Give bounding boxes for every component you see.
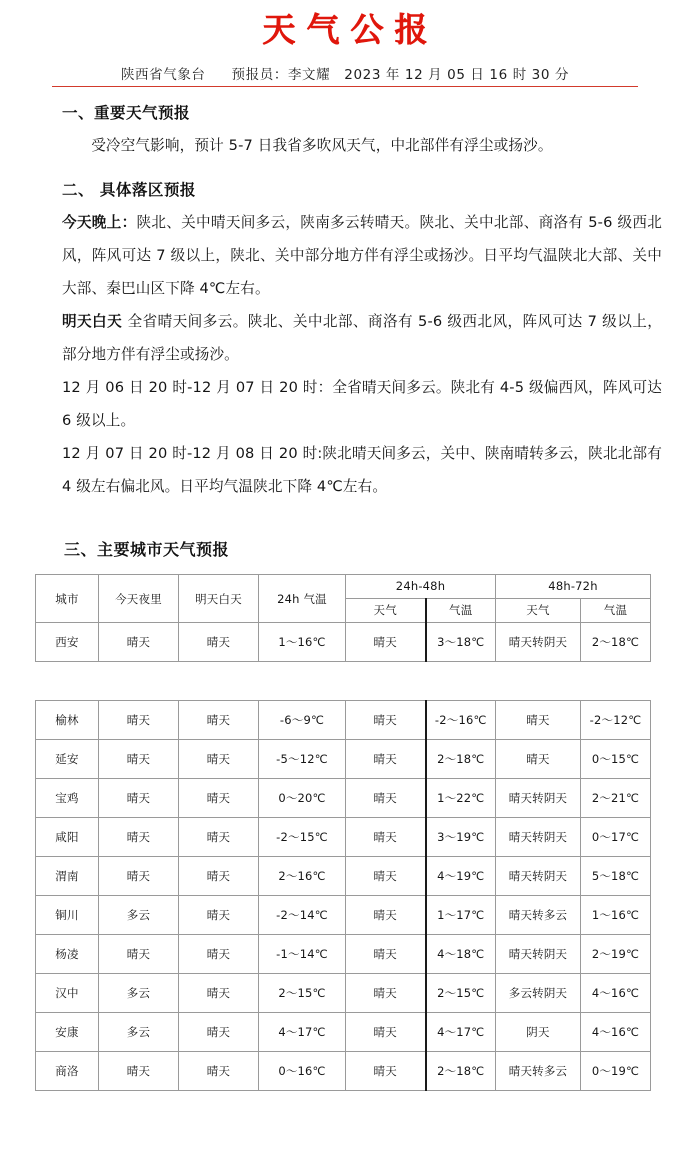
- cell-tomorrow-day: 晴天: [179, 818, 259, 857]
- cell-weather-48-72h: 晴天: [496, 701, 581, 740]
- cell-tomorrow-day: 晴天: [179, 740, 259, 779]
- cell-tonight: 晴天: [99, 857, 179, 896]
- cell-weather-24-48h: 晴天: [346, 857, 426, 896]
- forecast-body-tomorrow: 全省晴天间多云。陕北、关中北部、商洛有 5-6 级西北风，阵风可达 7 级以上，部分地方伴有浮尘或扬沙。: [62, 313, 662, 364]
- cell-weather-24-48h: 晴天: [346, 818, 426, 857]
- cell-tonight: 晴天: [99, 1052, 179, 1091]
- table-row: [36, 701, 651, 740]
- forecast-body-tonight: 陕北、关中晴天间多云，陕南多云转晴天。陕北、关中北部、商洛有 5-6 级西北风，阵风可达 7 级以上，陕北、关中部分地方伴有浮尘或扬沙。日平均气温陕北大部、关中大部、秦巴山区下降 4℃左右。: [62, 214, 662, 298]
- cell-city: 商洛: [36, 1052, 99, 1091]
- cell-city: 延安: [36, 740, 99, 779]
- cell-temp-24-48h: -2～16℃: [426, 701, 496, 740]
- cell-temp-24-48h: 1～17℃: [426, 896, 496, 935]
- section-1-paragraph-1: 受冷空气影响，预计 5-7 日我省多吹风天气，中北部伴有浮尘或扬沙。: [91, 137, 553, 155]
- cell-weather-48-72h: 晴天转阴天: [496, 935, 581, 974]
- byline-block: [52, 63, 638, 87]
- table-row: [36, 818, 651, 857]
- cell-temp-24-48h: 4～18℃: [426, 935, 496, 974]
- cell-temp-48-72h: 2～21℃: [581, 779, 651, 818]
- cell-tomorrow-day: 晴天: [179, 974, 259, 1013]
- cell-weather-24-48h: 晴天: [346, 779, 426, 818]
- cell-weather-24-48h: 晴天: [346, 740, 426, 779]
- cell-city: 咸阳: [36, 818, 99, 857]
- cell-weather-48-72h: 晴天转阴天: [496, 857, 581, 896]
- cell-temp-48-72h: 2～19℃: [581, 935, 651, 974]
- cell-tomorrow-day: 晴天: [179, 935, 259, 974]
- header-temp-48-72h: 气温: [581, 599, 651, 623]
- table-row: [36, 974, 651, 1013]
- cell-temp-24-48h: 2～18℃: [426, 740, 496, 779]
- cell-tomorrow-day: 晴天: [179, 1013, 259, 1052]
- forecaster-label: 预报员：: [231, 67, 288, 84]
- cell-tonight: 多云: [99, 974, 179, 1013]
- cell-temp-24-48h: 4～17℃: [426, 1013, 496, 1052]
- cell-weather-24-48h: 晴天: [346, 1013, 426, 1052]
- table-row: [36, 935, 651, 974]
- table-section-separator-cell: [36, 662, 651, 701]
- cell-temp-24h: -2～14℃: [259, 896, 346, 935]
- cell-weather-48-72h: 晴天转阴天: [496, 818, 581, 857]
- cell-tonight: 晴天: [99, 818, 179, 857]
- forecast-lead-tomorrow: 明天白天: [62, 313, 128, 331]
- table-row: [36, 779, 651, 818]
- cell-city: 渭南: [36, 857, 99, 896]
- table-body: [36, 623, 651, 1091]
- cell-tonight: 晴天: [99, 701, 179, 740]
- issue-timestamp: 2023 年 12 月 05 日 16 时 30 分: [344, 67, 570, 84]
- cell-tomorrow-day: 晴天: [179, 623, 259, 662]
- cell-tomorrow-day: 晴天: [179, 701, 259, 740]
- cell-temp-24h: -1～14℃: [259, 935, 346, 974]
- cell-temp-24h: -2～15℃: [259, 818, 346, 857]
- table-row: [36, 857, 651, 896]
- header-tomorrow-day: 明天白天: [179, 575, 259, 623]
- cell-city: 安康: [36, 1013, 99, 1052]
- forecast-paragraph-day4: [0, 437, 690, 503]
- cell-temp-48-72h: 2～18℃: [581, 623, 651, 662]
- cell-city: 西安: [36, 623, 99, 662]
- header-tonight: 今天夜里: [99, 575, 179, 623]
- cell-temp-24-48h: 3～18℃: [426, 623, 496, 662]
- forecast-body-day4: 12 月 07 日 20 时-12 月 08 日 20 时:陕北晴天间多云，关中、陕南晴转多云，陕北北部有 4 级左右偏北风。日平均气温陕北下降 4℃左右。: [62, 445, 662, 496]
- cell-city: 榆林: [36, 701, 99, 740]
- cell-temp-48-72h: 0～17℃: [581, 818, 651, 857]
- cell-temp-24h: 2～16℃: [259, 857, 346, 896]
- cell-temp-24-48h: 1～22℃: [426, 779, 496, 818]
- cell-temp-24h: 0～16℃: [259, 1052, 346, 1091]
- cell-temp-24-48h: 2～18℃: [426, 1052, 496, 1091]
- byline: [52, 63, 638, 83]
- cell-temp-48-72h: 4～16℃: [581, 974, 651, 1013]
- cell-tonight: 晴天: [99, 779, 179, 818]
- header-weather-24-48h: 天气: [346, 599, 426, 623]
- issuing-office: 陕西省气象台: [120, 67, 206, 84]
- cell-temp-24h: 0～20℃: [259, 779, 346, 818]
- cell-weather-24-48h: 晴天: [346, 623, 426, 662]
- cell-city: 杨凌: [36, 935, 99, 974]
- table-section-separator: [36, 662, 651, 701]
- table-row: [36, 623, 651, 662]
- cell-weather-48-72h: 晴天: [496, 740, 581, 779]
- cell-temp-48-72h: 0～19℃: [581, 1052, 651, 1091]
- cell-weather-48-72h: 晴天转多云: [496, 896, 581, 935]
- cell-temp-24h: -5～12℃: [259, 740, 346, 779]
- cell-weather-24-48h: 晴天: [346, 935, 426, 974]
- section-heading-3: 三、主要城市天气预报: [64, 540, 230, 560]
- cell-tonight: 多云: [99, 1013, 179, 1052]
- cell-weather-24-48h: 晴天: [346, 974, 426, 1013]
- table-row: [36, 740, 651, 779]
- cell-temp-48-72h: 4～16℃: [581, 1013, 651, 1052]
- forecast-body-day3: 12 月 06 日 20 时-12 月 07 日 20 时：全省晴天间多云。陕北有 4-5 级偏西风，阵风可达 6 级以上。: [62, 379, 662, 430]
- cell-weather-48-72h: 阴天: [496, 1013, 581, 1052]
- cell-city: 汉中: [36, 974, 99, 1013]
- cell-tomorrow-day: 晴天: [179, 857, 259, 896]
- cell-tonight: 晴天: [99, 935, 179, 974]
- forecast-paragraph-day3: [0, 371, 690, 437]
- forecast-lead-tonight: 今天晚上：: [62, 214, 137, 232]
- cell-weather-48-72h: 晴天转多云: [496, 1052, 581, 1091]
- cell-weather-48-72h: 晴天转阴天: [496, 623, 581, 662]
- cell-weather-24-48h: 晴天: [346, 701, 426, 740]
- section-heading-2: 二、 具体落区预报: [62, 181, 196, 200]
- cell-tomorrow-day: 晴天: [179, 1052, 259, 1091]
- cell-tonight: 晴天: [99, 740, 179, 779]
- forecaster-name: 李文耀: [287, 67, 331, 84]
- cell-temp-24h: 4～17℃: [259, 1013, 346, 1052]
- cell-tonight: 多云: [99, 896, 179, 935]
- cell-weather-24-48h: 晴天: [346, 1052, 426, 1091]
- cell-temp-24-48h: 4～19℃: [426, 857, 496, 896]
- table-header: [36, 575, 651, 623]
- cell-weather-24-48h: 晴天: [346, 896, 426, 935]
- table-row: [36, 896, 651, 935]
- cell-tomorrow-day: 晴天: [179, 779, 259, 818]
- cell-temp-48-72h: -2～12℃: [581, 701, 651, 740]
- page-title: 天气公报: [262, 10, 439, 49]
- header-city: 城市: [36, 575, 99, 623]
- cell-temp-24h: -6～9℃: [259, 701, 346, 740]
- table-header-row-groups: [36, 575, 651, 599]
- cell-temp-24h: 2～15℃: [259, 974, 346, 1013]
- cell-weather-48-72h: 晴天转阴天: [496, 779, 581, 818]
- table-row: [36, 1052, 651, 1091]
- cell-tomorrow-day: 晴天: [179, 896, 259, 935]
- header-temp-24h: 24h 气温: [259, 575, 346, 623]
- cell-temp-48-72h: 0～15℃: [581, 740, 651, 779]
- section-heading-1: 一、重要天气预报: [62, 104, 191, 123]
- header-group-24-48h: 24h-48h: [346, 575, 496, 599]
- cell-temp-48-72h: 5～18℃: [581, 857, 651, 896]
- cell-weather-48-72h: 多云转阴天: [496, 974, 581, 1013]
- cell-city: 宝鸡: [36, 779, 99, 818]
- cell-temp-48-72h: 1～16℃: [581, 896, 651, 935]
- city-forecast-table: [35, 574, 651, 1091]
- header-temp-24-48h: 气温: [426, 599, 496, 623]
- city-forecast-table-wrapper: [0, 574, 690, 1091]
- header-weather-48-72h: 天气: [496, 599, 581, 623]
- cell-temp-24-48h: 2～15℃: [426, 974, 496, 1013]
- cell-tonight: 晴天: [99, 623, 179, 662]
- forecast-paragraph-tomorrow: [0, 305, 690, 371]
- header-group-48-72h: 48h-72h: [496, 575, 651, 599]
- cell-city: 铜川: [36, 896, 99, 935]
- cell-temp-24h: 1～16℃: [259, 623, 346, 662]
- forecast-paragraph-tonight: [0, 206, 690, 305]
- table-row: [36, 1013, 651, 1052]
- cell-temp-24-48h: 3～19℃: [426, 818, 496, 857]
